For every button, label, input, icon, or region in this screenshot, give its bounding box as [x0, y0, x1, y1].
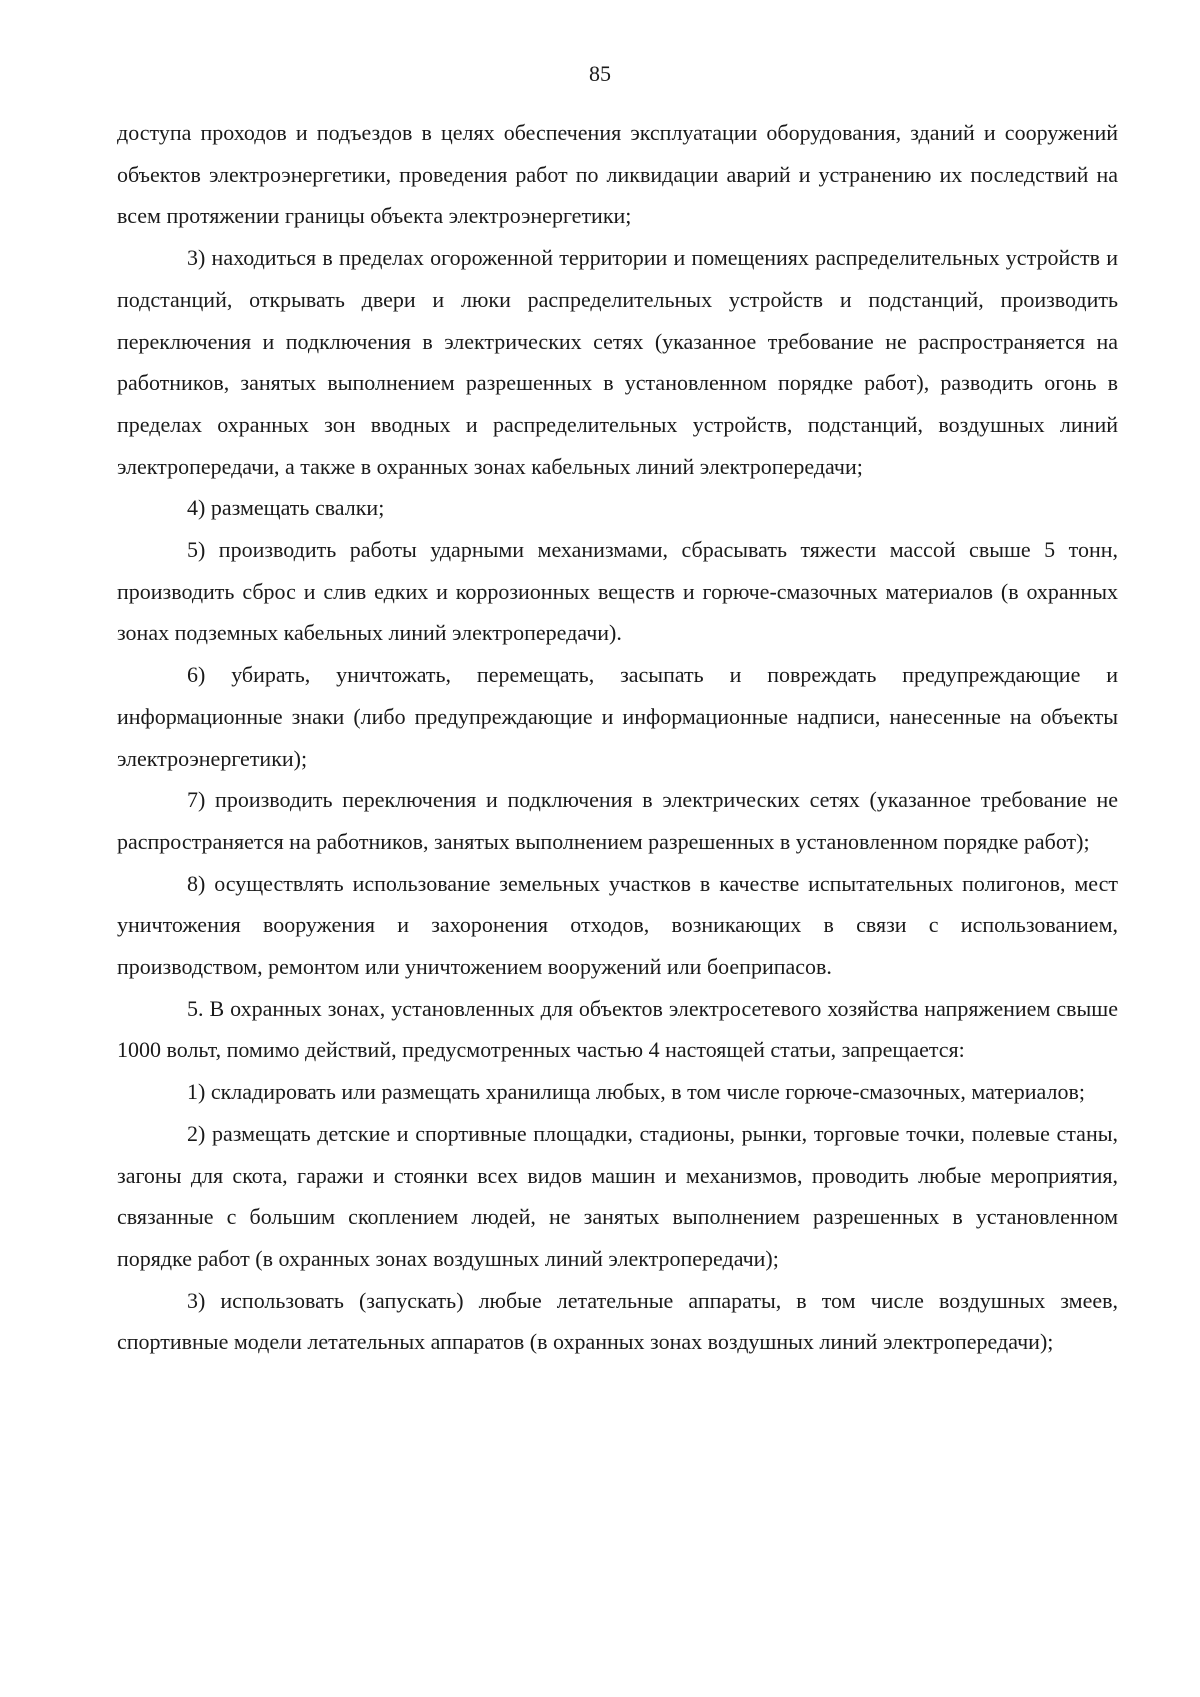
- paragraph-section-5: 5. В охранных зонах, установленных для объектов электросетевого хозяйства напряжением свыше 1000 вольт, помимо действий, предусмотренных частью 4 настоящей статьи, запрещается:: [117, 995, 1118, 1063]
- paragraph-item-4: 4) размещать свалки;: [187, 495, 385, 521]
- paragraph-item-5: 5) производить работы ударными механизмами, сбрасывать тяжести массой свыше 5 тонн, производить сброс и слив едких и коррозионных веществ и горюче-смазочных материалов (в охранных зонах подземных кабельных линий электропередачи).: [117, 537, 1118, 646]
- paragraph-item-8: 8) осуществлять использование земельных участков в качестве испытательных полигонов, мест уничтожения вооружения и захоронения отходов, возникающих в связи с использованием, производством, ремонтом или уничтожением вооружений или боеприпасов.: [117, 870, 1118, 980]
- document-body: [117, 112, 1118, 1363]
- paragraph-continuation: доступа проходов и подъездов в целях обеспечения эксплуатации оборудования, зданий и сооружений объектов электроэнергетики, проведения работ по ликвидации аварий и устранению их последствий на всем протяжении границы объекта электроэнергетики;: [117, 120, 1118, 229]
- paragraph-item-3: 3) находиться в пределах огороженной территории и помещениях распределительных устройств и подстанций, открывать двери и люки распределительных устройств и подстанций, производить переключения и подключения в электрических сетях (указанное требование не распространяется на работников, занятых выполнением разрешенных в установленном порядке работ), разводить огонь в пределах охранных зон вводных и распределительных устройств, подстанций, воздушных линий электропередачи, а также в охранных зонах кабельных линий электропередачи;: [117, 245, 1118, 479]
- paragraph-item-6: 6) убирать, уничтожать, перемещать, засыпать и повреждать предупреждающие и информационные знаки (либо предупреждающие и информационные надписи, нанесенные на объекты электроэнергетики);: [117, 662, 1118, 771]
- paragraph-section-5-item-3: 3) использовать (запускать) любые летательные аппараты, в том числе воздушных змеев, спортивные модели летательных аппаратов (в охранных зонах воздушных линий электропередачи);: [117, 1287, 1118, 1355]
- paragraph-section-5-item-1: 1) складировать или размещать хранилища любых, в том числе горюче-смазочных, материалов;: [187, 1079, 1085, 1105]
- paragraph-section-5-item-2: 2) размещать детские и спортивные площадки, стадионы, рынки, торговые точки, полевые станы, загоны для скота, гаражи и стоянки всех видов машин и механизмов, проводить любые мероприятия, связанные с большим скоплением людей, не занятых выполнением разрешенных в установленном порядке работ (в охранных зонах воздушных линий электропередачи);: [117, 1120, 1118, 1271]
- paragraph-item-7: 7) производить переключения и подключения в электрических сетях (указанное требование не распространяется на работников, занятых выполнением разрешенных в установленном порядке работ);: [117, 787, 1118, 854]
- page-number: 85: [589, 61, 611, 86]
